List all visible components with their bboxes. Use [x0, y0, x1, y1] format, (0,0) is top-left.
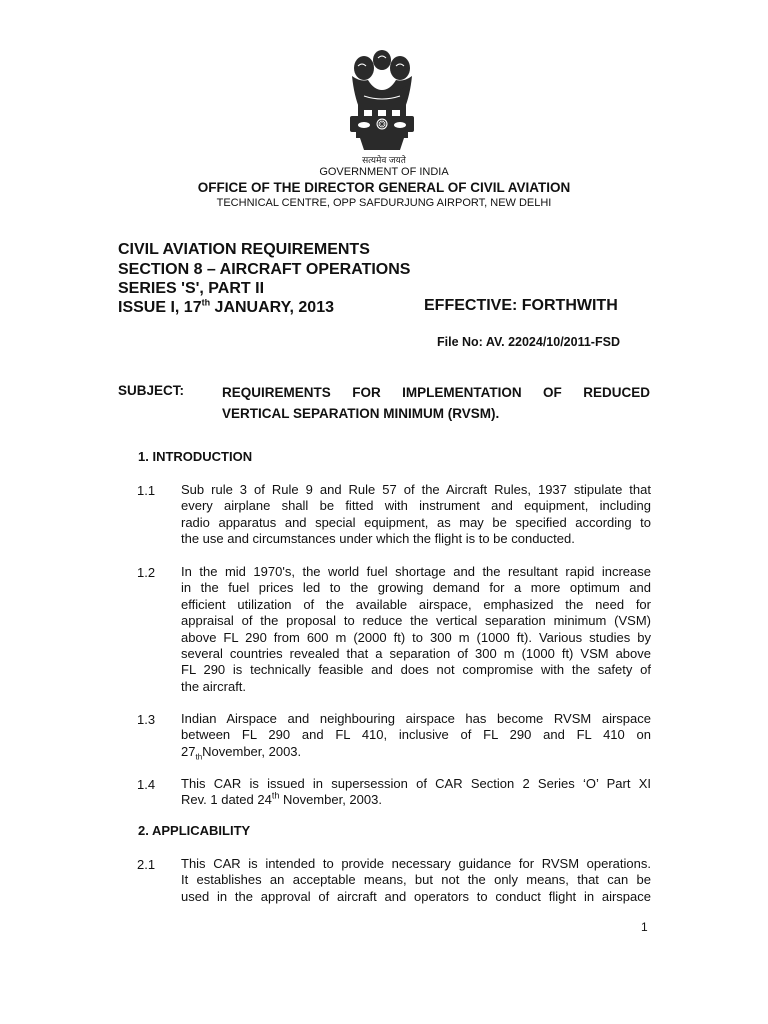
office-title: OFFICE OF THE DIRECTOR GENERAL OF CIVIL AVIATION: [197, 180, 571, 195]
government-line: GOVERNMENT OF INDIA: [319, 166, 449, 178]
section-heading-applicability: 2. APPLICABILITY: [138, 823, 251, 838]
para-number: 1.2: [137, 565, 156, 580]
paragraph-1-1: Sub rule 3 of Rule 9 and Rule 57 of the Aircraft Rules, 1937 stipulate that every airplane shall be fitted with instrument and equipment, including radio apparatus and special equipment, as may be specified according to the use and circumstances under which the flight is to be conducted.: [181, 482, 651, 547]
file-number: File No: AV. 22024/10/2011-FSD: [437, 335, 620, 349]
para-number: 1.4: [137, 777, 156, 792]
paragraph-1-3: Indian Airspace and neighbouring airspace has become RVSM airspace between FL 290 and FL 410, inclusive of FL 290 and FL 410 on $27_{th}November$, 2003.: [181, 711, 651, 762]
paragraph-2-1: This CAR is intended to provide necessary guidance for RVSM operations. It establishes an acceptable means, but not the only means, that can be used in the approval of aircraft and operators to conduct flight in airspace: [181, 856, 651, 904]
car-issue: ISSUE I, 17th JANUARY, 2013: [118, 297, 334, 316]
national-emblem-icon: [344, 46, 420, 164]
car-title: CIVIL AVIATION REQUIREMENTS: [118, 241, 370, 258]
car-series: SERIES 'S', PART II: [118, 280, 265, 297]
emblem-motto: सत्यमेव जयते: [362, 155, 406, 165]
subject-label: SUBJECT:: [118, 383, 185, 398]
para-number: 2.1: [137, 857, 156, 872]
para-number: 1.1: [137, 483, 156, 498]
paragraph-1-4: This CAR is issued in supersession of CAR Section 2 Series ‘O’ Part XI Rev. 1 dated 24th November, 2003.: [181, 776, 651, 808]
section-heading-introduction: 1. INTRODUCTION: [138, 449, 253, 464]
car-section: SECTION 8 – AIRCRAFT OPERATIONS: [118, 261, 411, 278]
paragraph-1-2: In the mid 1970's, the world fuel shortage and the resultant rapid increase in the fuel prices led to the growing demand for a more optimum and efficient utilization of the available airspace, emphasized the need for appraisal of the proposal to reduce the vertical separation minimum (VSM) above FL 290 from 600 m (2000 ft) to 300 m (1000 ft). Various studies by several countries revealed that a separation of 300 m (1000 ft) VSM above FL 290 is technically feasible and does not compromise with the safety of the aircraft.: [181, 564, 651, 694]
para-number: 1.3: [137, 712, 156, 727]
subject-text: REQUIREMENTS FOR IMPLEMENTATION OF REDUCED VERTICAL SEPARATION MINIMUM (RVSM).: [222, 385, 650, 421]
effective-date: EFFECTIVE: FORTHWITH: [424, 297, 618, 314]
page-number: 1: [641, 920, 648, 934]
office-address: TECHNICAL CENTRE, OPP SAFDURJUNG AIRPORT, NEW DELHI: [216, 197, 552, 209]
